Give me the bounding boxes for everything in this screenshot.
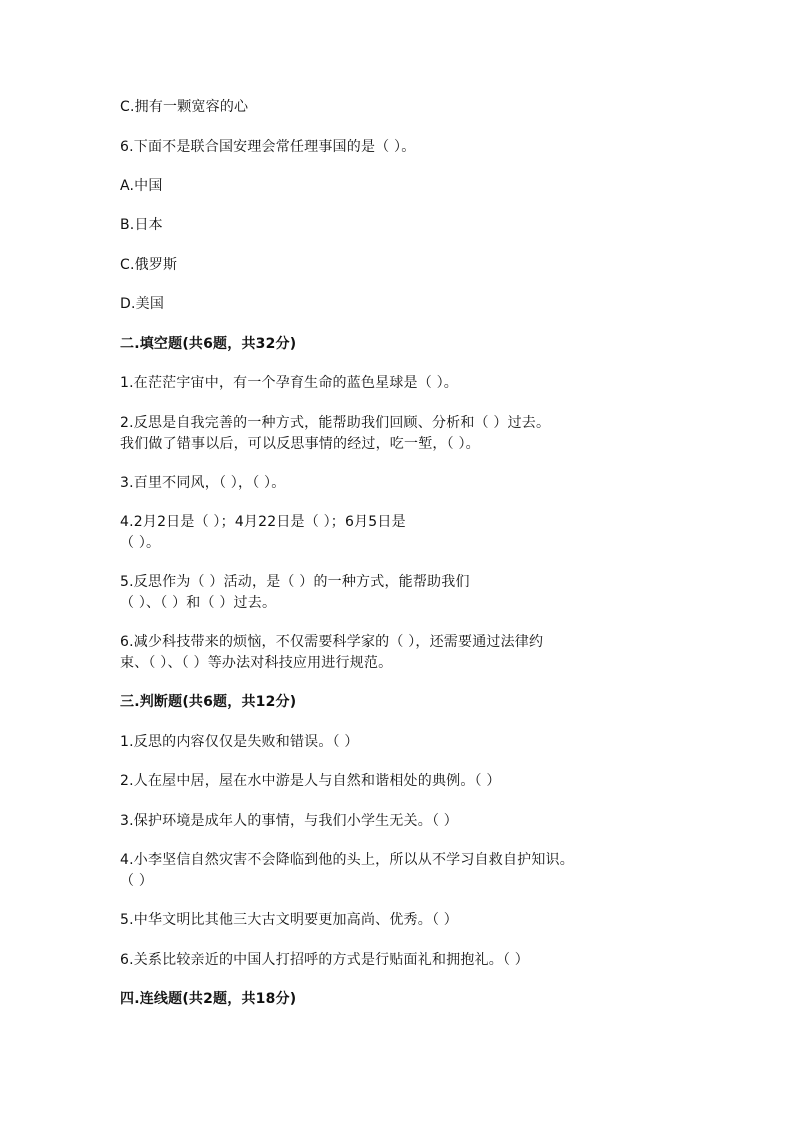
question-text: 3.百里不同风，（ ），（ ）。	[120, 475, 286, 491]
question-text: （ ）	[120, 873, 154, 889]
question-text: 5.中华文明比其他三大古文明要更加高尚、优秀。（ ）	[120, 912, 459, 928]
question-text: 我们做了错事以后，可以反思事情的经过，吃一堑，（ ）。	[120, 436, 480, 452]
question-text: （ ）。	[120, 535, 161, 551]
option-text: C.拥有一颗宽容的心	[120, 99, 249, 115]
question-text: 6.关系比较亲近的中国人打招呼的方式是行贴面礼和拥抱礼。（ ）	[120, 952, 530, 968]
option-text: A.中国	[120, 178, 163, 194]
question-text: 4.小李坚信自然灾害不会降临到他的头上，所以从不学习自救自护知识。	[120, 852, 574, 868]
question-text: 2.反思是自我完善的一种方式，能帮助我们回顾、分析和（ ）过去。	[120, 415, 551, 431]
option-text: C.俄罗斯	[120, 257, 178, 273]
section-heading: 三.判断题(共6题，共12分)	[120, 694, 297, 710]
question-text: 6.下面不是联合国安理会常任理事国的是（ ）。	[120, 139, 416, 155]
question-text: （ ）、（ ）和（ ）过去。	[120, 595, 277, 611]
option-text: B.日本	[120, 217, 163, 233]
question-text: 4.2月2日是（ ）；4月22日是（ ）；6月5日是	[120, 514, 406, 530]
question-text: 1.在茫茫宇宙中，有一个孕育生命的蓝色星球是（ ）。	[120, 375, 459, 391]
section-heading: 二.填空题(共6题，共32分)	[120, 336, 297, 352]
section-heading: 四.连线题(共2题，共18分)	[120, 991, 297, 1007]
question-text: 6.减少科技带来的烦恼，不仅需要科学家的（ ），还需要通过法律约	[120, 634, 544, 650]
option-text: D.美国	[120, 296, 165, 312]
question-text: 3.保护环境是成年人的事情，与我们小学生无关。（ ）	[120, 813, 459, 829]
question-text: 束、（ ）、（ ）等办法对科技应用进行规范。	[120, 655, 393, 671]
question-text: 1.反思的内容仅仅是失败和错误。（ ）	[120, 734, 359, 750]
question-text: 5.反思作为（ ）活动，是（ ）的一种方式，能帮助我们	[120, 574, 470, 590]
question-text: 2.人在屋中居，屋在水中游是人与自然和谐相处的典例。（ ）	[120, 773, 501, 789]
